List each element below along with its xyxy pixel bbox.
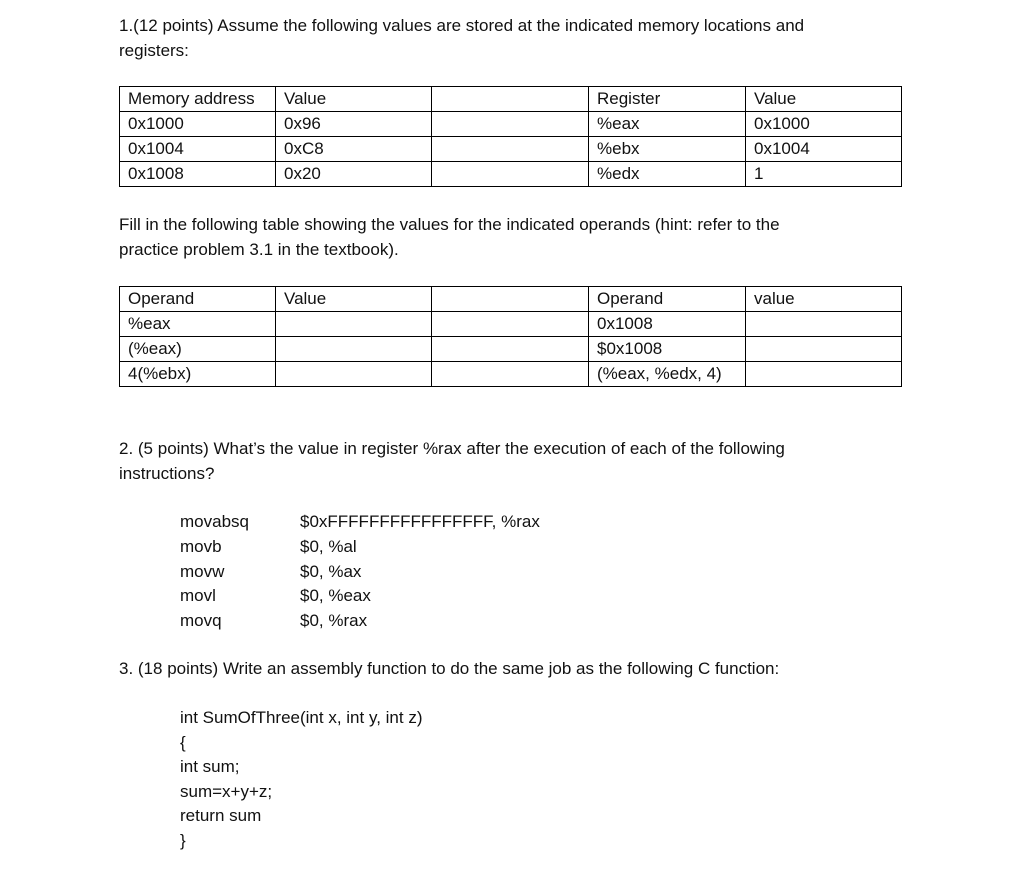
q1-intro-line1: 1.(12 points) Assume the following values are stored at the indicated memory locations and xyxy=(119,16,805,35)
memory-address-cell: 0x1000 xyxy=(120,112,276,137)
answer-cell[interactable] xyxy=(276,362,432,387)
instruction-row xyxy=(180,535,540,560)
code-line: int SumOfThree(int x, int y, int z) xyxy=(180,708,423,727)
operand-cell-2: 0x1008 xyxy=(589,312,746,337)
instruction-row xyxy=(180,584,540,609)
register-value-cell: 0x1004 xyxy=(746,137,902,162)
operand-cell: %eax xyxy=(120,312,276,337)
q2-line2: instructions? xyxy=(119,464,215,483)
instruction-operands: $0xFFFFFFFFFFFFFFFF, %rax xyxy=(300,512,540,531)
table-row xyxy=(120,137,902,162)
table-row xyxy=(120,162,902,187)
header-operand: Operand xyxy=(120,287,276,312)
q3-line1: 3. (18 points) Write an assembly function to do the same job as the following C function: xyxy=(119,659,780,678)
code-line: { xyxy=(180,732,186,752)
register-cell: %edx xyxy=(589,162,746,187)
blank-cell xyxy=(432,137,589,162)
table-row xyxy=(120,362,902,387)
answer-cell-2[interactable] xyxy=(746,362,902,387)
code-line: } xyxy=(180,830,186,850)
instruction-opcode: movabsq xyxy=(180,512,249,531)
code-line: sum=x+y+z; xyxy=(180,781,273,801)
blank-cell xyxy=(432,112,589,137)
register-cell: %eax xyxy=(589,112,746,137)
table-header-row xyxy=(120,287,902,312)
header-register-value: Value xyxy=(746,87,902,112)
q1-fill-line2: practice problem 3.1 in the textbook). xyxy=(119,240,399,259)
instruction-operands: $0, %rax xyxy=(300,611,368,631)
blank-cell xyxy=(432,337,589,362)
table-row xyxy=(120,337,902,362)
header-value-2: value xyxy=(746,287,902,312)
instruction-opcode: movq xyxy=(180,611,222,631)
instruction-opcode: movw xyxy=(180,561,225,581)
memory-register-table xyxy=(119,86,902,187)
q1-intro-line2: registers: xyxy=(119,41,189,60)
code-line: return sum xyxy=(180,806,262,826)
answer-cell-2[interactable] xyxy=(746,337,902,362)
blank-cell xyxy=(432,162,589,187)
header-register: Register xyxy=(589,87,746,112)
blank-cell xyxy=(432,287,589,312)
instruction-operands: $0, %al xyxy=(300,536,357,556)
instruction-operands: $0, %eax xyxy=(300,586,371,606)
c-function-code xyxy=(180,706,422,854)
memory-value-cell: 0x20 xyxy=(276,162,432,187)
operand-cell: 4(%ebx) xyxy=(120,362,276,387)
header-operand-2: Operand xyxy=(589,287,746,312)
memory-value-cell: 0x96 xyxy=(276,112,432,137)
instruction-list xyxy=(180,510,540,634)
register-value-cell: 0x1000 xyxy=(746,112,902,137)
operand-cell-2: (%eax, %edx, 4) xyxy=(589,362,746,387)
memory-address-cell: 0x1004 xyxy=(120,137,276,162)
instruction-opcode: movl xyxy=(180,586,216,606)
q2-line1: 2. (5 points) What’s the value in register %rax after the execution of each of the following xyxy=(119,439,785,458)
instruction-opcode: movb xyxy=(180,536,222,556)
header-value: Value xyxy=(276,287,432,312)
register-cell: %ebx xyxy=(589,137,746,162)
register-value-cell: 1 xyxy=(746,162,902,187)
instruction-row xyxy=(180,560,540,585)
answer-cell[interactable] xyxy=(276,312,432,337)
answer-cell-2[interactable] xyxy=(746,312,902,337)
blank-cell xyxy=(432,312,589,337)
instruction-operands: $0, %ax xyxy=(300,561,362,581)
instruction-row xyxy=(180,510,540,535)
code-line: int sum; xyxy=(180,757,240,777)
header-memory-address: Memory address xyxy=(120,87,276,112)
operand-cell-2: $0x1008 xyxy=(589,337,746,362)
memory-value-cell: 0xC8 xyxy=(276,137,432,162)
q1-fill-line1: Fill in the following table showing the values for the indicated operands (hint: refer to the xyxy=(119,215,780,234)
answer-cell[interactable] xyxy=(276,337,432,362)
memory-address-cell: 0x1008 xyxy=(120,162,276,187)
blank-cell xyxy=(432,362,589,387)
instruction-row xyxy=(180,609,540,634)
operand-table xyxy=(119,286,902,387)
table-row xyxy=(120,312,902,337)
table-row xyxy=(120,112,902,137)
header-value: Value xyxy=(276,87,432,112)
table-header-row xyxy=(120,87,902,112)
blank-cell xyxy=(432,87,589,112)
operand-cell: (%eax) xyxy=(120,337,276,362)
